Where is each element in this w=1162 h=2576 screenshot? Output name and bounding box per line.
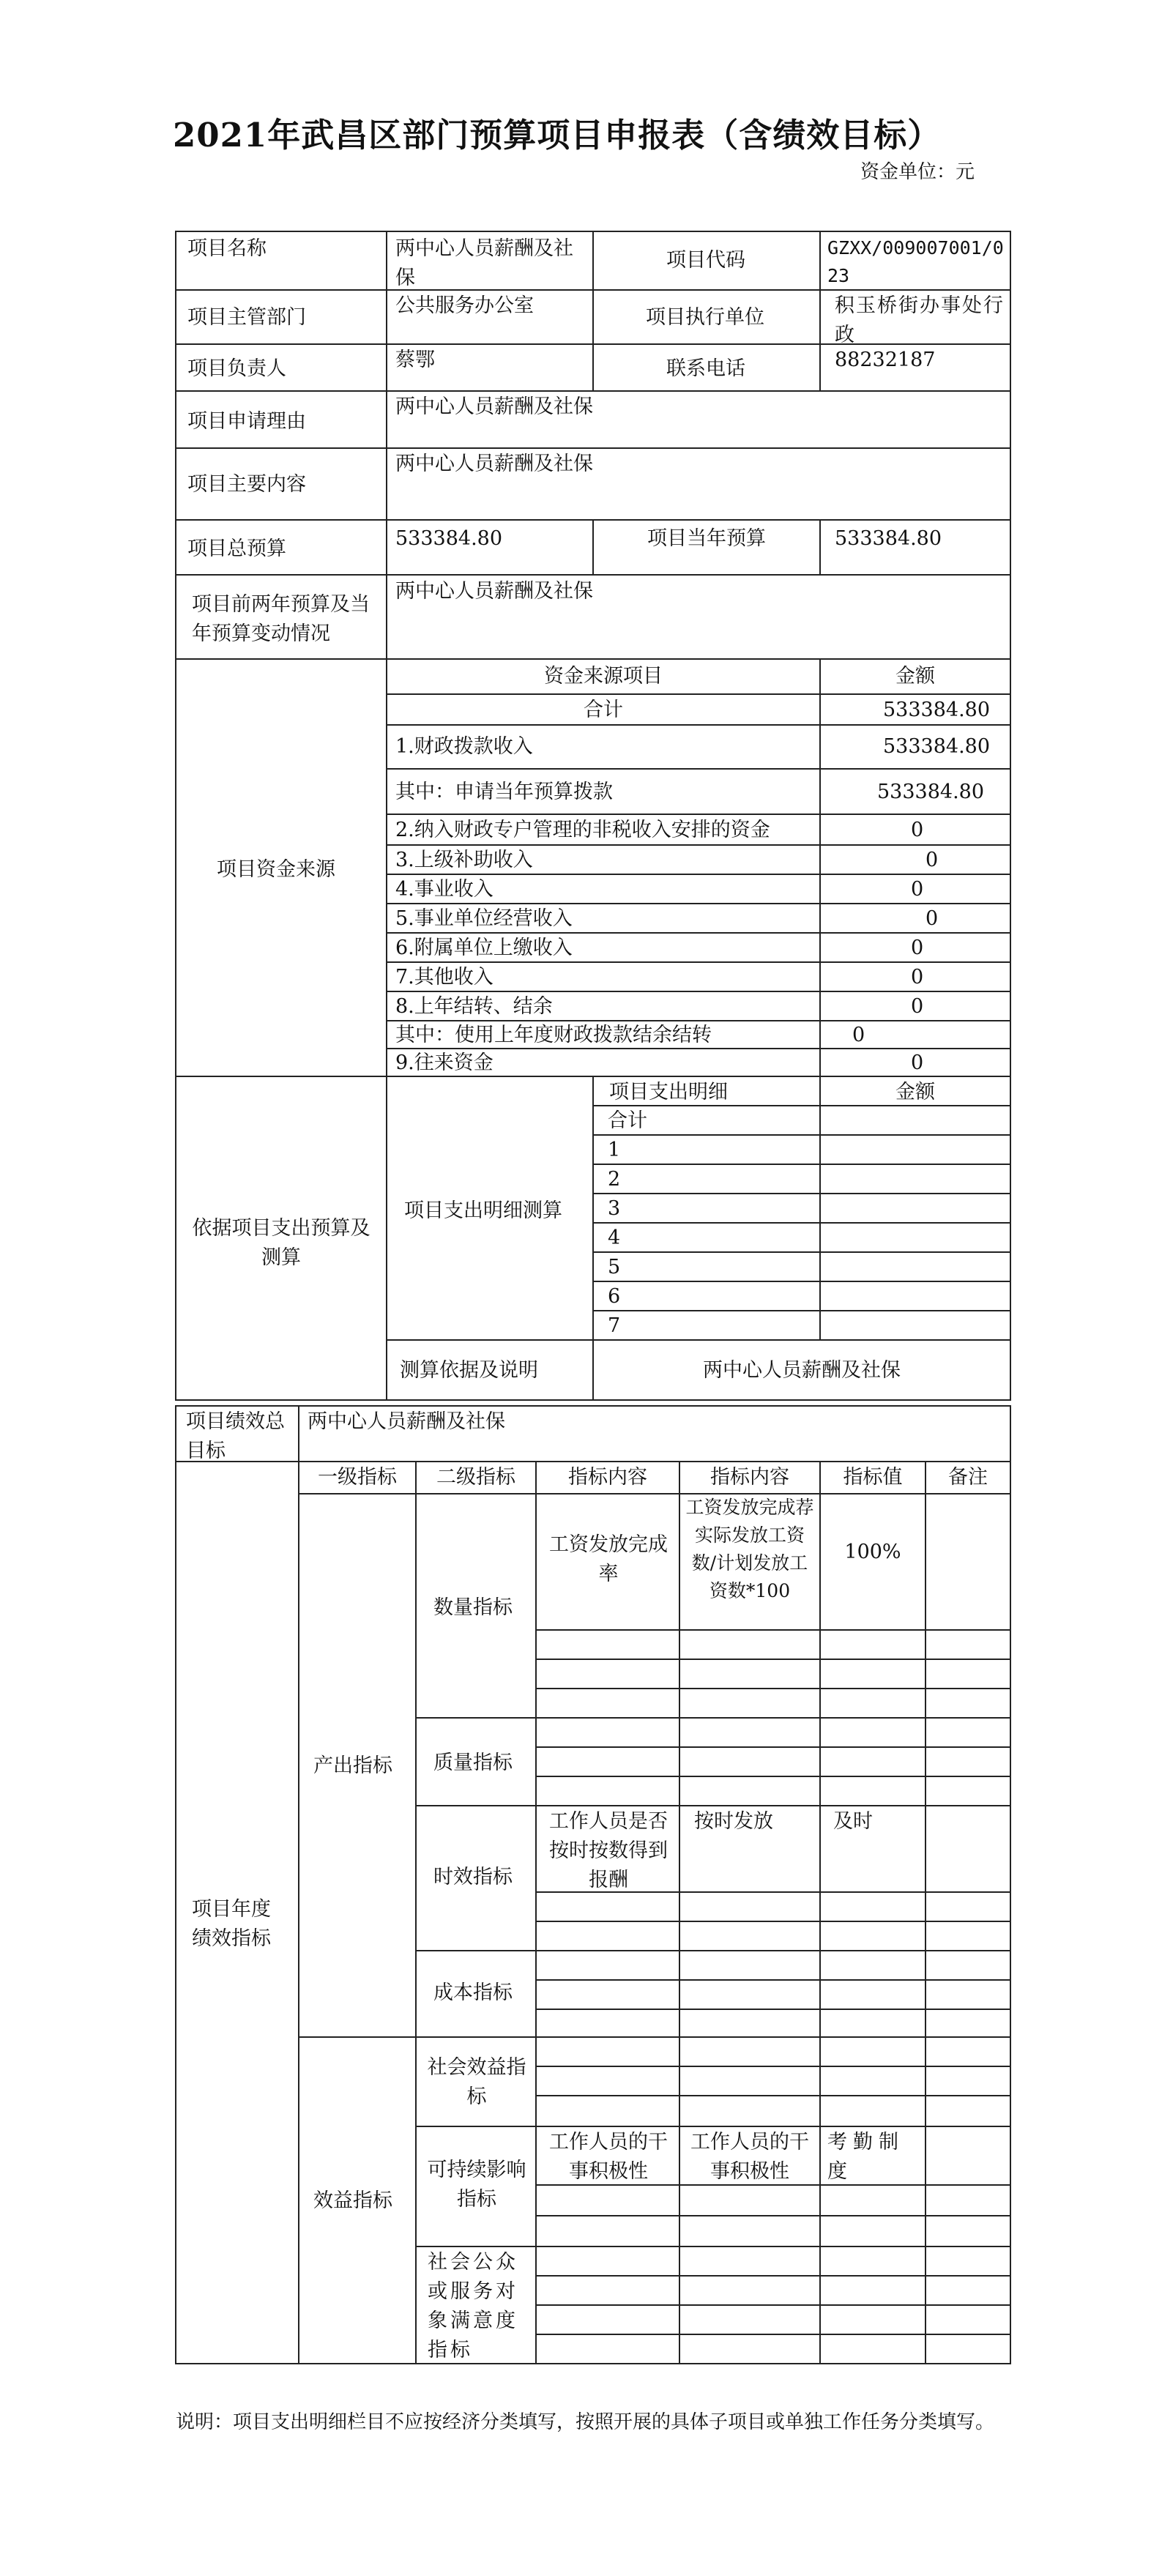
expense-row-item: 5 xyxy=(608,1256,621,1278)
funding-row-item: 3.上级补助收入 xyxy=(395,849,533,871)
expense-row-item: 7 xyxy=(608,1314,621,1337)
calc-basis-value: 两中心人员薪酬及社保 xyxy=(703,1359,901,1382)
exec-unit-label: 项目执行单位 xyxy=(646,306,764,329)
funding-row-amount: 0 xyxy=(911,995,924,1018)
funding-row-item: 其中：使用上年度财政拨款结余结转 xyxy=(395,1024,712,1046)
budget-change-value: 两中心人员薪酬及社保 xyxy=(395,580,593,603)
year-budget-value: 533384.80 xyxy=(835,527,942,550)
total-budget-label: 项目总预算 xyxy=(187,537,286,560)
expense-basis-section-label: 依据项目支出预算及测算 xyxy=(192,1217,370,1269)
output-indicator-label: 产出指标 xyxy=(313,1754,392,1777)
funding-row-amount: 533384.80 xyxy=(883,735,991,758)
timeliness-value: 及时 xyxy=(833,1810,873,1833)
sustain-content-2: 工作人员的干事积极性 xyxy=(690,2131,809,2183)
header-value: 指标值 xyxy=(843,1466,903,1489)
funding-row-item: 其中：申请当年预算拨款 xyxy=(395,781,613,803)
phone-value: 88232187 xyxy=(835,349,936,371)
quality-indicator-label: 质量指标 xyxy=(433,1752,513,1774)
funding-row-amount: 0 xyxy=(852,1024,865,1046)
header-content-2: 指标内容 xyxy=(710,1466,789,1489)
funding-row-amount: 533384.80 xyxy=(883,699,991,721)
dept-label: 项目主管部门 xyxy=(187,306,306,329)
total-budget-value: 533384.80 xyxy=(395,527,503,550)
quantity-content-2: 工资发放完成荐实际发放工资数/计划发放工资数*100 xyxy=(685,1497,814,1601)
currency-unit: 资金单位：元 xyxy=(860,161,975,183)
expense-detail-calc-label: 项目支出明细测算 xyxy=(404,1199,562,1222)
funding-row-item: 6.附属单位上缴收入 xyxy=(395,937,573,959)
funding-row-item: 7.其他收入 xyxy=(395,966,494,989)
owner-value: 蔡鄂 xyxy=(395,349,435,371)
project-name-label: 项目名称 xyxy=(187,237,267,260)
funding-row-amount: 0 xyxy=(911,1051,924,1074)
quantity-indicator-label: 数量指标 xyxy=(433,1596,513,1619)
header-content: 指标内容 xyxy=(568,1466,647,1489)
expense-row-item: 2 xyxy=(608,1168,621,1191)
header-remark: 备注 xyxy=(948,1466,988,1489)
year-budget-label: 项目当年预算 xyxy=(647,527,766,550)
header-level2: 二级指标 xyxy=(436,1466,515,1489)
funding-row-amount: 0 xyxy=(925,907,939,930)
annual-indicator-label: 项目年度绩效指标 xyxy=(192,1898,271,1950)
expense-row-item: 合计 xyxy=(608,1109,647,1132)
reason-label: 项目申请理由 xyxy=(187,410,306,433)
calc-basis-label: 测算依据及说明 xyxy=(400,1359,538,1382)
funding-row-item: 4.事业收入 xyxy=(395,878,494,901)
footnote: 说明：项目支出明细栏目不应按经济分类填写，按照开展的具体子项目或单独工作任务分类填写。 xyxy=(176,2411,995,2433)
exec-unit-value: 积玉桥街办事处行政 xyxy=(835,294,1005,346)
funding-row-item: 8.上年结转、结余 xyxy=(395,995,553,1018)
funding-row-amount: 0 xyxy=(911,878,924,901)
funding-row-item: 2.纳入财政专户管理的非税收入安排的资金 xyxy=(395,819,770,841)
content-label: 项目主要内容 xyxy=(187,473,306,496)
funding-row-item: 1.财政拨款收入 xyxy=(395,735,533,758)
dept-value: 公共服务办公室 xyxy=(395,294,534,317)
sustain-content: 工作人员的干事积极性 xyxy=(549,2131,668,2183)
timeliness-content-2: 按时发放 xyxy=(694,1810,773,1833)
funding-row-item: 合计 xyxy=(584,699,623,721)
funding-col-item: 资金来源项目 xyxy=(544,665,663,688)
project-code-value: GZXX/009007001/023 xyxy=(827,237,1004,286)
expense-row-item: 4 xyxy=(608,1226,621,1249)
quantity-content: 工资发放完成率 xyxy=(549,1533,668,1585)
owner-label: 项目负责人 xyxy=(187,357,286,380)
funding-row-item: 9.往来资金 xyxy=(395,1051,494,1074)
expense-row-item: 1 xyxy=(608,1139,621,1161)
funding-row-amount: 0 xyxy=(925,849,939,871)
expense-col-item: 项目支出明细 xyxy=(609,1081,728,1103)
satisfaction-indicator-label: 社会公众或服务对象满意度指标 xyxy=(428,2251,518,2361)
quantity-value: 100% xyxy=(844,1541,901,1563)
performance-goal-value: 两中心人员薪酬及社保 xyxy=(308,1410,505,1433)
expense-col-amount: 金额 xyxy=(895,1081,935,1103)
funding-col-amount: 金额 xyxy=(895,665,935,688)
reason-value: 两中心人员薪酬及社保 xyxy=(395,395,593,418)
timeliness-content: 工作人员是否按时按数得到报酬 xyxy=(549,1810,668,1891)
funding-row-amount: 0 xyxy=(911,966,924,989)
content-value: 两中心人员薪酬及社保 xyxy=(395,453,593,475)
project-code-label: 项目代码 xyxy=(666,249,745,272)
funding-row-amount: 533384.80 xyxy=(877,781,985,803)
expense-row-item: 6 xyxy=(608,1285,621,1308)
benefit-indicator-label: 效益指标 xyxy=(313,2189,392,2212)
funding-row-item: 5.事业单位经营收入 xyxy=(395,907,573,930)
funding-row-amount: 0 xyxy=(911,819,924,841)
social-benefit-label: 社会效益指标 xyxy=(427,2056,526,2108)
budget-change-label: 项目前两年预算及当年预算变动情况 xyxy=(192,593,370,645)
sustainable-impact-label: 可持续影响指标 xyxy=(427,2159,526,2211)
project-name-value: 两中心人员薪酬及社保 xyxy=(395,237,573,289)
expense-row-item: 3 xyxy=(608,1197,621,1220)
funding-row-amount: 0 xyxy=(911,937,924,959)
cost-indicator-label: 成本指标 xyxy=(433,1981,513,2004)
sustain-value: 考勤制度 xyxy=(827,2131,904,2183)
page-title: 2021年武昌区部门预算项目申报表（含绩效目标） xyxy=(173,116,942,155)
phone-label: 联系电话 xyxy=(666,357,745,380)
performance-goal-label: 项目绩效总目标 xyxy=(186,1410,285,1462)
funding-source-label: 项目资金来源 xyxy=(217,858,335,881)
header-level1: 一级指标 xyxy=(318,1466,397,1489)
timeliness-indicator-label: 时效指标 xyxy=(433,1866,513,1888)
